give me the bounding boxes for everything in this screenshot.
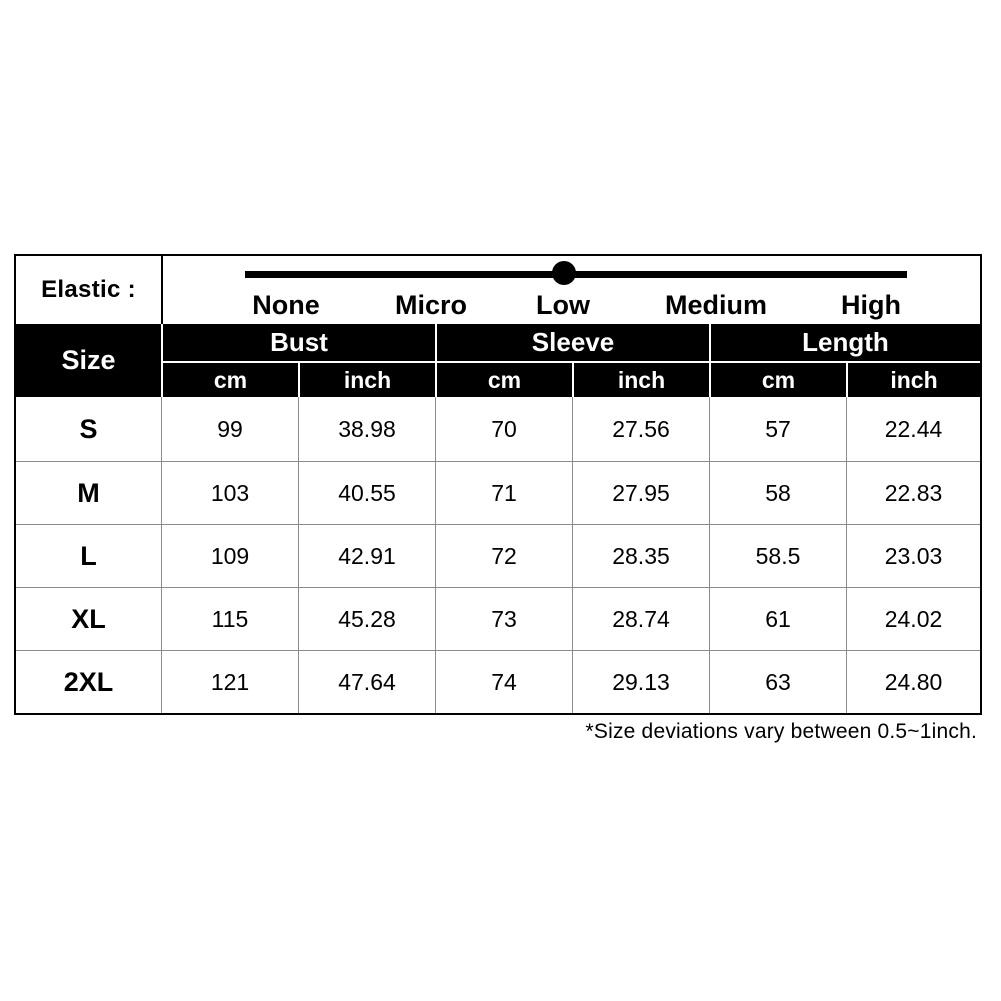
length-header: Length xyxy=(802,327,889,357)
table-cell: 103 xyxy=(210,479,250,506)
table-cell: 38.98 xyxy=(338,415,396,442)
table-cell: 23.03 xyxy=(884,542,943,569)
table-cell: 45.28 xyxy=(338,605,396,632)
table-cell: 47.64 xyxy=(338,668,396,695)
elastic-level-none: None xyxy=(252,289,320,320)
elastic-level-micro: Micro xyxy=(394,289,467,320)
unit-header-cm: cm xyxy=(487,366,522,393)
table-cell: 40.55 xyxy=(338,479,396,506)
table-cell: 63 xyxy=(765,668,791,695)
unit-header-cm: cm xyxy=(213,366,248,393)
table-cell: 109 xyxy=(210,542,250,569)
unit-header-inch: inch xyxy=(343,366,392,393)
table-cell: 27.95 xyxy=(612,479,670,506)
sleeve-header: Sleeve xyxy=(531,327,615,357)
size-cell-s: S xyxy=(79,413,98,444)
table-cell: 42.91 xyxy=(338,542,396,569)
table-cell: 57 xyxy=(765,415,791,442)
table-cell: 58 xyxy=(765,479,791,506)
elastic-divider xyxy=(161,256,163,324)
table-cell: 27.56 xyxy=(612,415,670,442)
size-cell-2xl: 2XL xyxy=(63,666,114,697)
table-cell: 73 xyxy=(491,605,517,632)
table-cell: 24.80 xyxy=(884,668,943,695)
elastic-scale-bar xyxy=(245,271,907,278)
size-deviation-footnote: *Size deviations vary between 0.5~1inch. xyxy=(585,720,977,743)
unit-header-cm: cm xyxy=(761,366,796,393)
size-chart-table xyxy=(14,254,982,715)
elastic-level-medium: Medium xyxy=(664,289,767,320)
table-cell: 29.13 xyxy=(612,668,670,695)
table-cell: 28.35 xyxy=(612,542,670,569)
table-cell: 24.02 xyxy=(884,605,943,632)
size-header: Size xyxy=(61,345,116,375)
size-cell-m: M xyxy=(77,477,100,508)
table-cell: 70 xyxy=(491,415,517,442)
table-cell: 22.44 xyxy=(884,415,943,442)
table-cell: 22.83 xyxy=(884,479,943,506)
table-cell: 72 xyxy=(491,542,517,569)
elastic-selected-marker xyxy=(552,261,576,285)
elastic-label: Elastic : xyxy=(41,276,136,303)
size-cell-l: L xyxy=(80,540,97,571)
bust-header: Bust xyxy=(270,327,328,357)
table-cell: 71 xyxy=(491,479,517,506)
table-cell: 28.74 xyxy=(612,605,670,632)
table-cell: 61 xyxy=(765,605,791,632)
size-cell-xl: XL xyxy=(71,603,106,634)
table-cell: 121 xyxy=(210,668,250,695)
table-cell: 58.5 xyxy=(755,542,801,569)
table-cell: 99 xyxy=(217,415,243,442)
elastic-level-low: Low xyxy=(536,289,590,320)
unit-header-inch: inch xyxy=(890,366,938,393)
table-cell: 74 xyxy=(491,668,517,695)
elastic-level-high: High xyxy=(841,289,901,320)
table-cell: 115 xyxy=(211,605,249,632)
unit-header-inch: inch xyxy=(617,366,666,393)
